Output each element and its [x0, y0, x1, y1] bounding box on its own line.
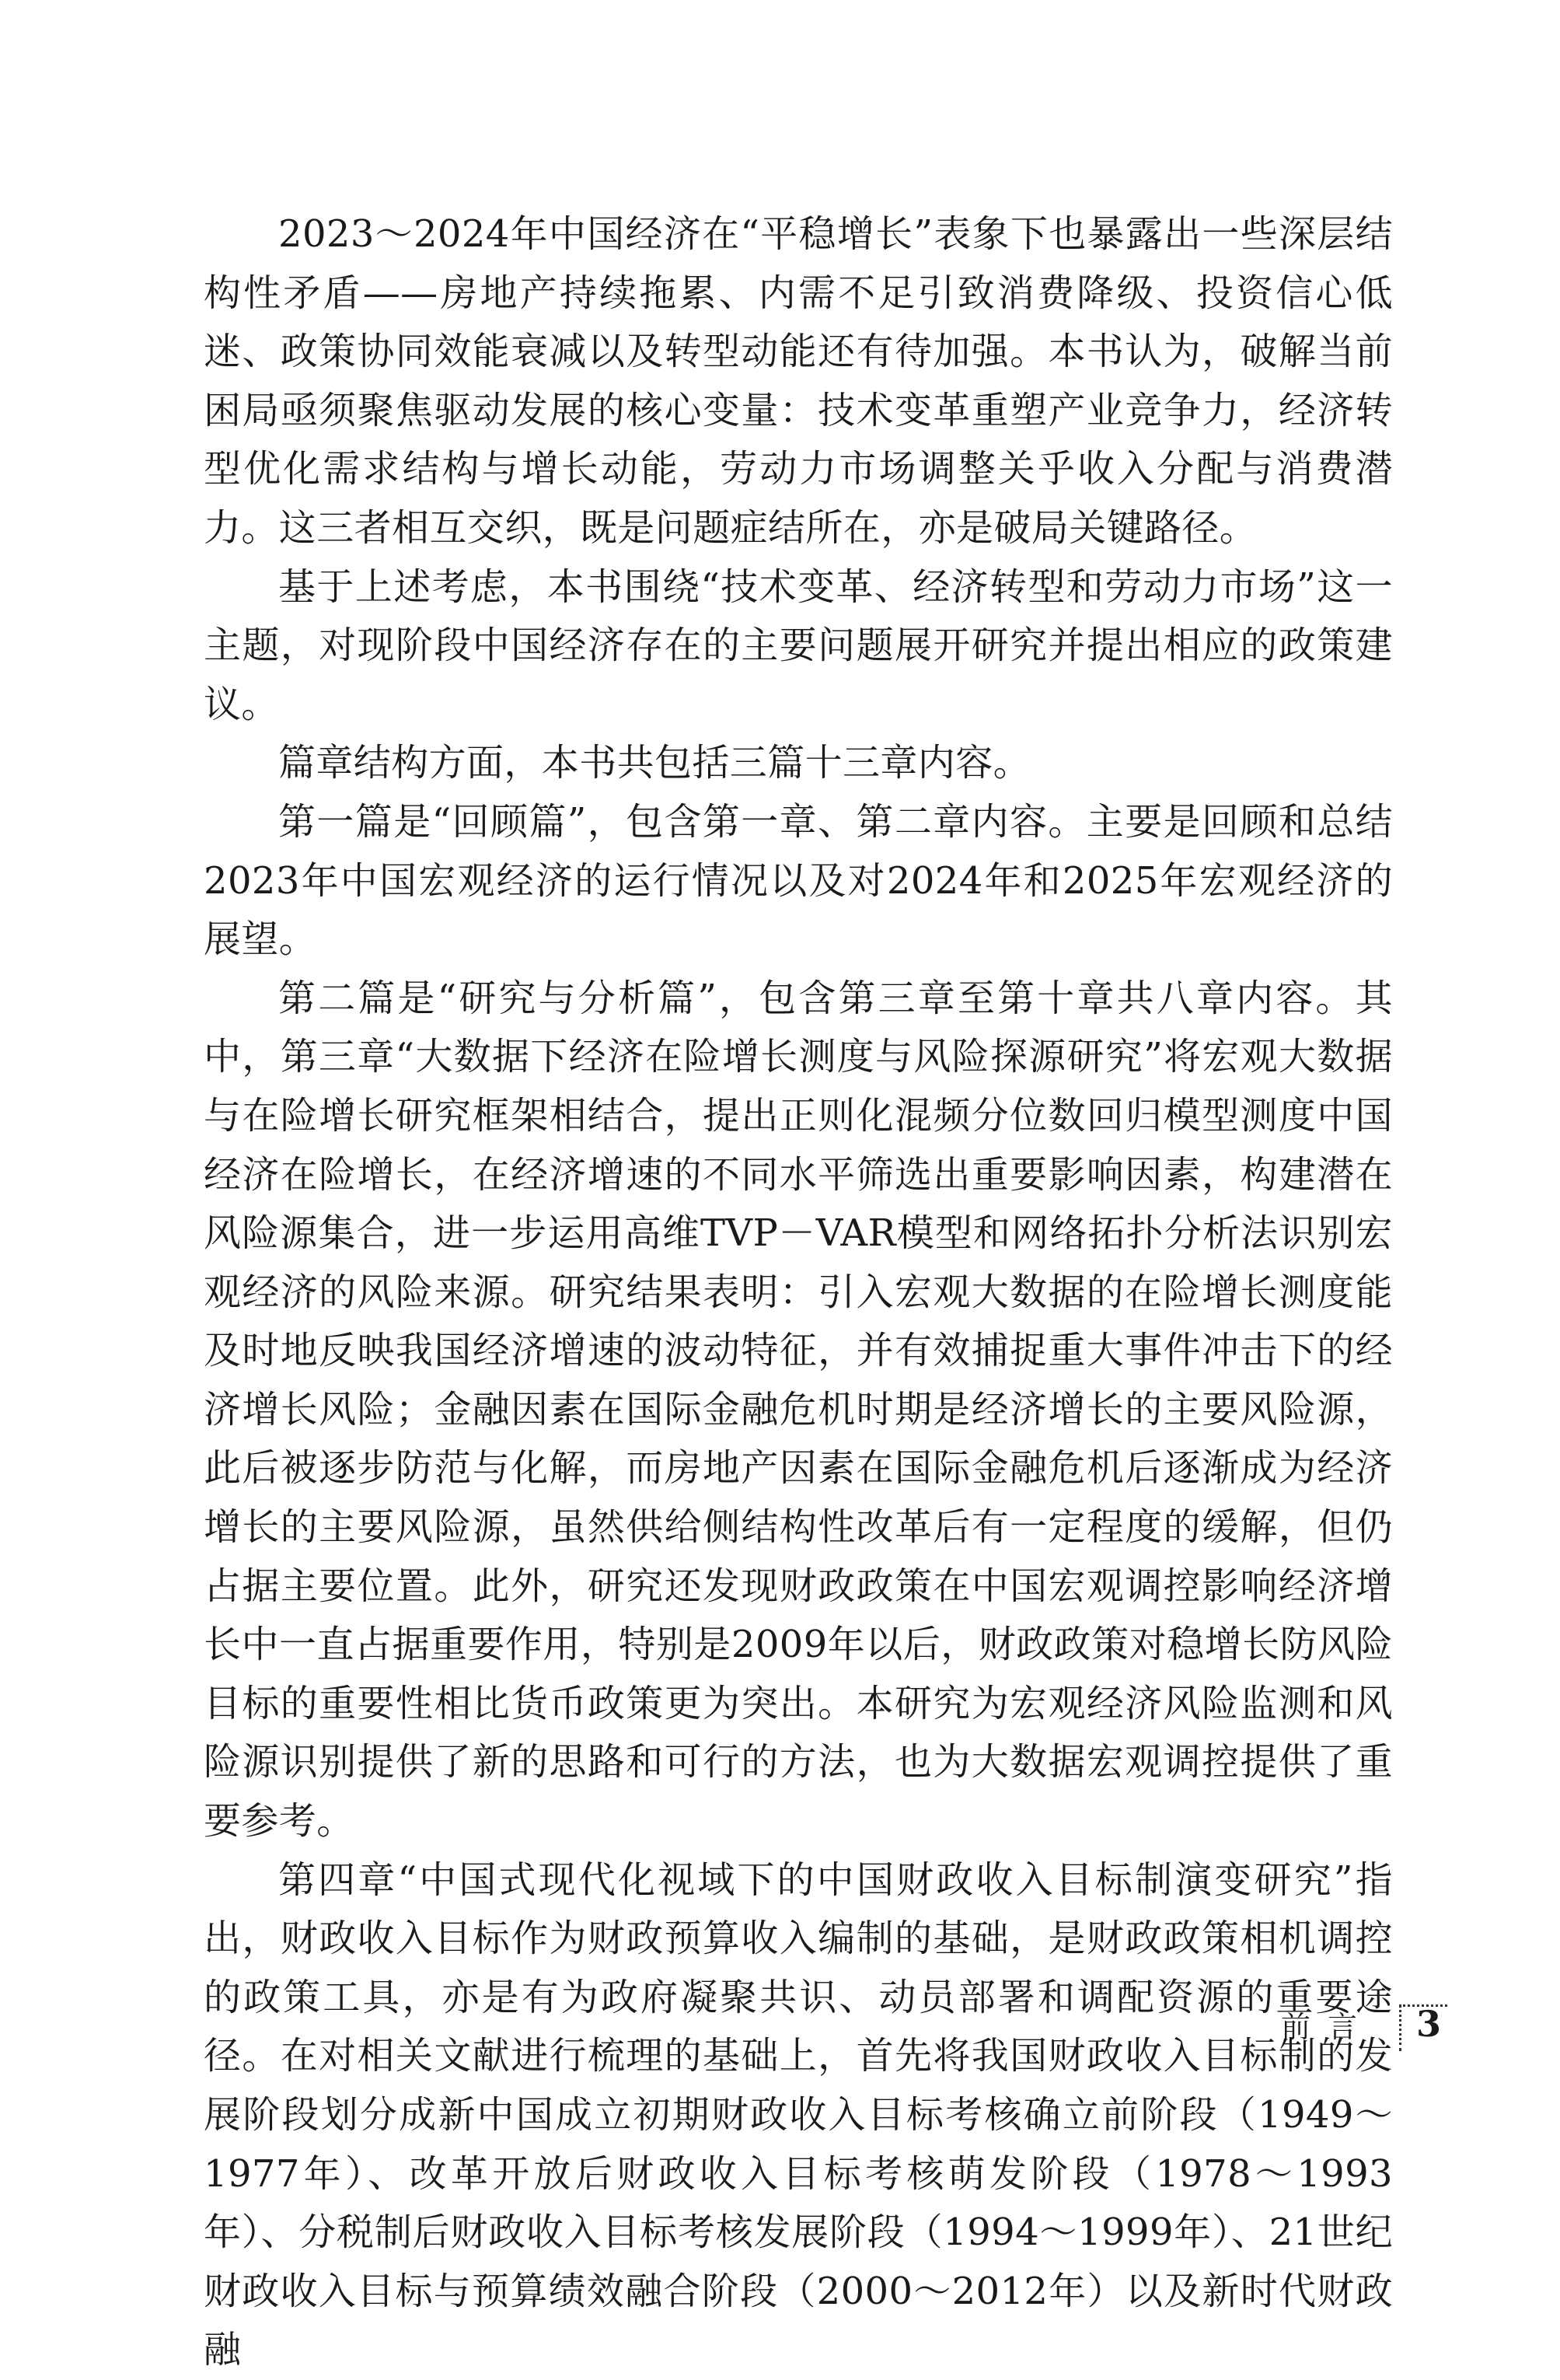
paragraph-part-two: 第二篇是“研究与分析篇”，包含第三章至第十章共八章内容。其中，第三章“大数据下经济在险增长测度与风险探源研究”将宏观大数据与在险增长研究框架相结合，提出正则化混频分位数回归模型测度中国经济在险增长，在经济增速的不同水平筛选出重要影响因素，构建潜在风险源集合，进一步运用高维TVP－VAR模型和网络拓扑分析法识别宏观经济的风险来源。研究结果表明：引入宏观大数据的在险增长测度能及时地反映我国经济增速的波动特征，并有效捕捉重大事件冲击下的经济增长风险；金融因素在国际金融危机时期是经济增长的主要风险源，此后被逐步防范与化解，而房地产因素在国际金融危机后逐渐成为经济增长的主要风险源，虽然供给侧结构性改革后有一定程度的缓解，但仍占据主要位置。此外，研究还发现财政政策在中国宏观调控影响经济增长中一直占据重要作用，特别是2009年以后，财政政策对稳增长防风险目标的重要性相比货币政策更为突出。本研究为宏观经济风险监测和风险源识别提供了新的思路和可行的方法，也为大数据宏观调控提供了重要参考。 [204, 976, 1393, 1844]
paragraph-structure: 篇章结构方面，本书共包括三篇十三章内容。 [278, 741, 1031, 785]
page-number: 3 [1416, 2003, 1442, 2045]
paragraph-theme: 基于上述考虑，本书围绕“技术变革、经济转型和劳动力市场”这一主题，对现阶段中国经济存在的主要问题展开研究并提出相应的政策建议。 [204, 564, 1393, 726]
footer-dotted-divider [1399, 2004, 1401, 2051]
paragraph-intro: 2023～2024年中国经济在“平稳增长”表象下也暴露出一些深层结构性矛盾——房地产持续拖累、内需不足引致消费降级、投资信心低迷、政策协同效能衰减以及转型动能还有待加强。本书认为，破解当前困局亟须聚焦驱动发展的核心变量：技术变革重塑产业竞争力，经济转型优化需求结构与增长动能，劳动力市场调整关乎收入分配与消费潜力。这三者相互交织，既是问题症结所在，亦是破局关键路径。 [204, 212, 1393, 550]
page-footer [1275, 2004, 1492, 2054]
running-section-label: 前言 [1281, 2010, 1375, 2044]
paragraph-part-one: 第一篇是“回顾篇”，包含第一章、第二章内容。主要是回顾和总结2023年中国宏观经济的运行情况以及对2024年和2025年宏观经济的展望。 [204, 799, 1393, 962]
paragraph-chapter-four: 第四章“中国式现代化视域下的中国财政收入目标制演变研究”指出，财政收入目标作为财政预算收入编制的基础，是财政政策相机调控的政策工具，亦是有为政府凝聚共识、动员部署和调配资源的重要途径。在对相关文献进行梳理的基础上，首先将我国财政收入目标制的发展阶段划分成新中国成立初期财政收入目标考核确立前阶段（1949～1977年）、改革开放后财政收入目标考核萌发阶段（1978～1993年）、分税制后财政收入目标考核发展阶段（1994～1999年）、21世纪财政收入目标与预算绩效融合阶段（2000～2012年）以及新时代财政融 [204, 1858, 1393, 2372]
page-body [204, 205, 1393, 2380]
